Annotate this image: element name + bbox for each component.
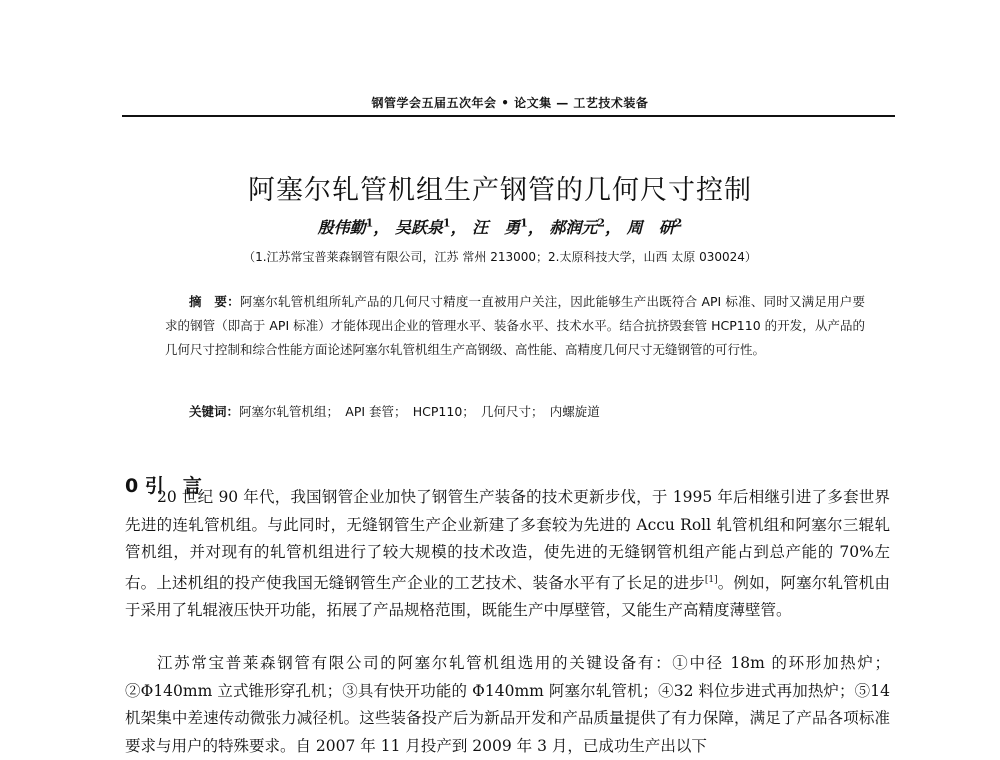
- keywords-text: 阿塞尔轧管机组； API 套管； HCP110； 几何尺寸； 内螺旋道: [239, 404, 600, 419]
- author-affiliation-mark: 1: [520, 216, 528, 230]
- author-name: 殷伟勤: [317, 218, 366, 237]
- author-affiliation-mark: 1: [365, 216, 374, 230]
- abstract-label: 摘 要：: [189, 294, 240, 309]
- author-affiliation-mark: 2: [597, 216, 606, 230]
- paragraph-text: 20 世纪 90 年代，我国钢管企业加快了钢管生产装备的技术更新步伐，于 1995 年后相继引进了多套世界先进的连轧管机组。与此同时，无缝钢管生产企业新建了多套较为先进的 Accu Roll 轧管机组和阿塞尔三辊轧管机组，并对现有的轧管机组进行了较大规模的技术改造，使先进的无缝钢管机组产能占到总产能的 70%左右。上述机组的投产使我国无缝钢管生产企业的工艺技术、装备水平有了长足的进步: [125, 488, 890, 592]
- paragraph-text: 。例如，阿塞尔轧管机由于采用了轧辊液压快开功能，拓展了产品规格范围，既能生产中厚壁管，又能生产高精度薄壁管。: [125, 573, 890, 620]
- author-list: 殷伟勤$^1$， 吴跃泉$^1$， 汪 勇$^1$， 郝润元$^2$， 周 研$^2$: [317, 216, 683, 237]
- citation-ref[interactable]: [1]: [704, 574, 718, 585]
- paper-title: 阿塞尔轧管机组生产钢管的几何尺寸控制: [248, 175, 752, 207]
- affiliations: （1.江苏常宝普莱森钢管有限公司，江苏 常州 213000；2.太原科技大学，山西 太原 030024）: [243, 250, 757, 264]
- abstract-text: 阿塞尔轧管机组所轧产品的几何尺寸精度一直被用户关注，因此能够生产出既符合 API 标准、同时又满足用户要求的钢管（即高于 API 标准）才能体现出企业的管理水平、装备水平、技术水平。结合抗挤毁套管 HCP110 的开发，从产品的几何尺寸控制和综合性能方面论述阿塞尔轧管机组生产高钢级、高性能、高精度几何尺寸无缝钢管的可行性。: [165, 294, 865, 357]
- keywords: [189, 402, 600, 420]
- abstract: [165, 290, 865, 362]
- author-name: 周 研: [626, 218, 675, 237]
- author-name: 汪 勇: [472, 218, 521, 237]
- author-affiliation-mark: 2: [674, 216, 683, 230]
- author-name: 郝润元: [549, 218, 598, 237]
- running-header: 钢管学会五届五次年会 • 论文集 — 工艺技术装备: [371, 96, 649, 110]
- body-paragraph-1: [125, 484, 890, 625]
- section-heading: 0 引 言: [125, 474, 202, 497]
- header-rule: [122, 115, 895, 117]
- keywords-label: 关键词：: [189, 404, 240, 419]
- body-paragraph-2: 江苏常宝普莱森钢管有限公司的阿塞尔轧管机组选用的关键设备有：①中径 18m 的环形加热炉；②Φ140mm 立式锥形穿孔机；③具有快开功能的 Φ140mm 阿塞尔轧管机；④32 料位步进式再加热炉；⑤14 机架集中差速传动微张力减径机。这些装备投产后为新品开发和产品质量提供了有力保障，满足了产品各项标准要求与用户的特殊要求。自 2007 年 11 月投产到 2009 年 3 月，已成功生产出以下: [125, 654, 890, 755]
- author-name: 吴跃泉: [394, 218, 443, 237]
- author-affiliation-mark: 1: [442, 216, 451, 230]
